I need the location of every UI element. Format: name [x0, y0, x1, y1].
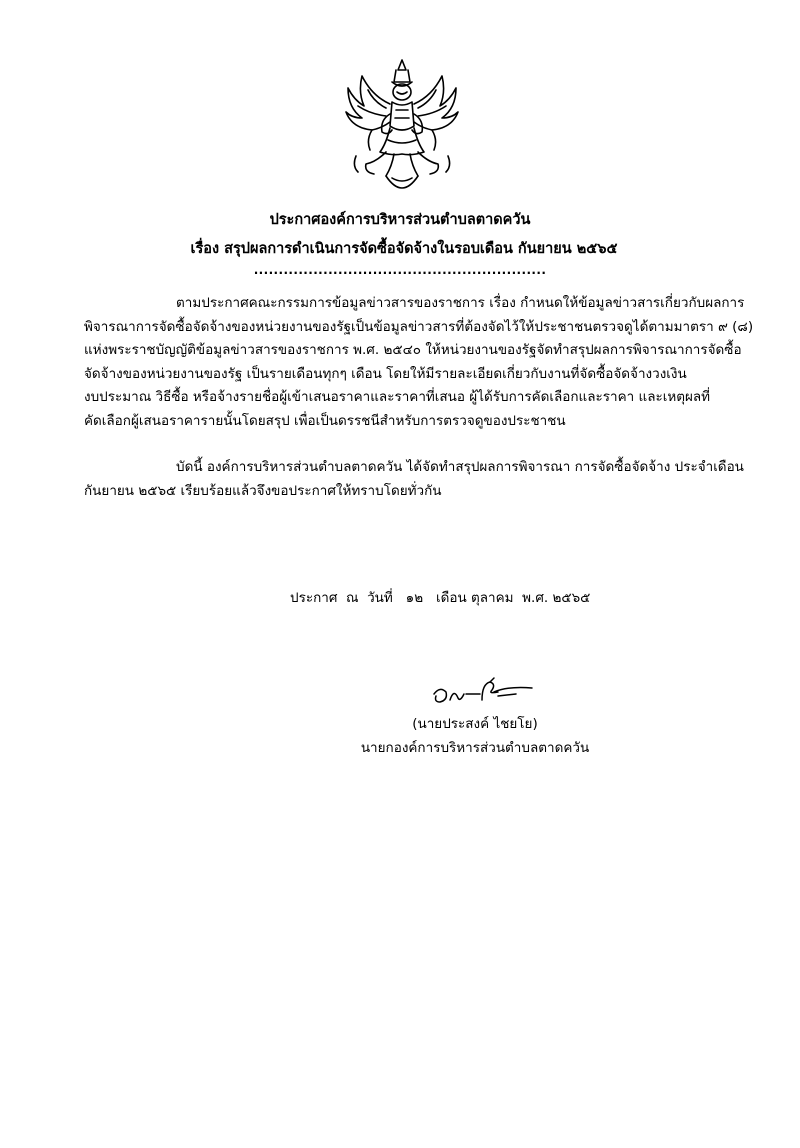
paragraph-line: จัดจ้างของหน่วยงานของรัฐ เป็นรายเดือนทุกๆ เดือน โดยให้มีรายละเอียดเกี่ยวกับงานที่จัดซื้อจัดจ้างวงเงิน: [84, 365, 687, 382]
body-paragraph-1: [84, 292, 754, 434]
body-paragraph-2: [84, 456, 744, 503]
garuda-emblem-icon: [342, 56, 462, 192]
paragraph-line: พิจารณาการจัดซื้อจัดจ้างของหน่วยงานของรัฐเป็นข้อมูลข่าวสารที่ต้องจัดไว้ให้ประชาชนตรวจดูได้ตามมาตรา ๙ (๘): [84, 318, 754, 335]
title-separator: ...........................................................: [253, 263, 547, 277]
paragraph-line: บัดนี้ องค์การบริหารส่วนตำบลตาดควัน ได้จัดทำสรุปผลการพิจารณา การจัดซื้อจัดจ้าง ประจำเดือน: [176, 459, 744, 475]
announcement-title: ประกาศองค์การบริหารส่วนตำบลตาดควัน: [269, 212, 531, 228]
announcement-subject: เรื่อง สรุปผลการดำเนินการจัดซื้อจัดจ้างในรอบเดือน กันยายน ๒๕๖๕: [190, 241, 618, 257]
signer-title: นายกองค์การบริหารส่วนตำบลตาดควัน: [360, 740, 590, 756]
announcement-dateline: ประกาศ ณ วันที่ ๑๒ เดือน ตุลาคม พ.ศ. ๒๕๖๕: [290, 590, 591, 606]
paragraph-line: คัดเลือกผู้เสนอราคารายนั้นโดยสรุป เพื่อเป็นดรรชนีสำหรับการตรวจดูของประชาชน: [84, 412, 566, 429]
handwritten-signature: [428, 672, 538, 712]
signer-name: (นายประสงค์ ไชยโย): [412, 716, 538, 732]
paragraph-line: แห่งพระราชบัญญัติข้อมูลข่าวสารของราชการ พ.ศ. ๒๕๔๐ ให้หน่วยงานของรัฐจัดทำสรุปผลการพิจารณาการจัดซื้อ: [84, 342, 742, 359]
paragraph-line: ตามประกาศคณะกรรมการข้อมูลข่าวสารของราชการ เรื่อง กำหนดให้ข้อมูลข่าวสารเกี่ยวกับผลการ: [176, 295, 745, 311]
paragraph-line: กันยายน ๒๕๖๕ เรียบร้อยแล้วจึงขอประกาศให้ทราบโดยทั่วกัน: [84, 482, 442, 499]
paragraph-line: งบประมาณ วิธีซื้อ หรือจ้างรายชื่อผู้เข้าเสนอราคาและราคาที่เสนอ ผู้ได้รับการคัดเลือกและราคา และเหตุผลที่: [84, 389, 711, 406]
